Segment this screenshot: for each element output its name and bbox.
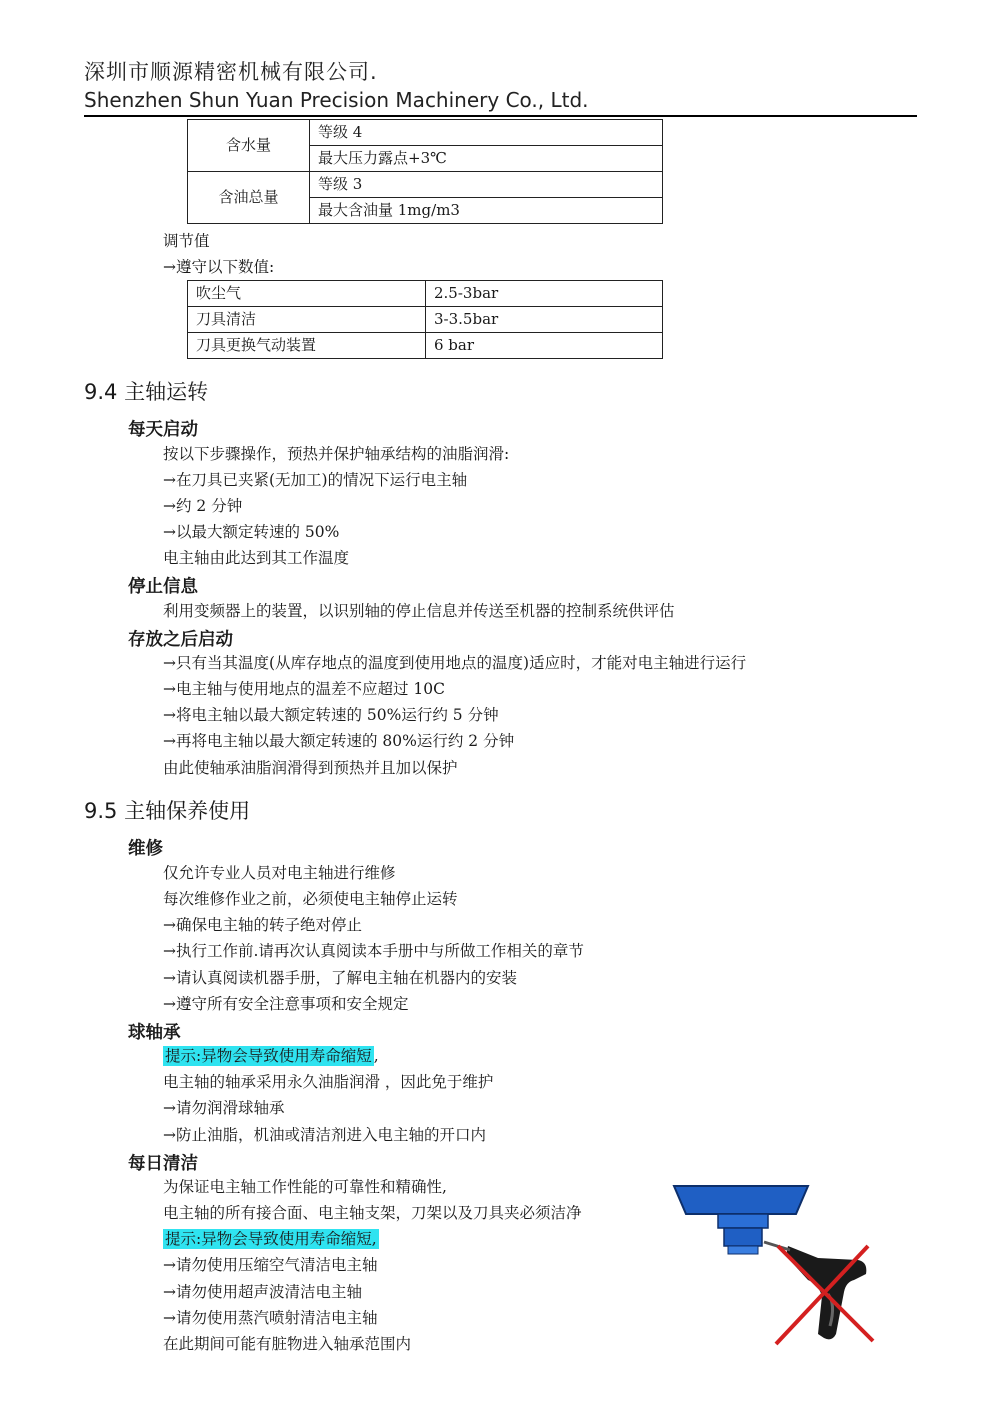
repair-line: 仅允许专业人员对电主轴进行维修 bbox=[163, 864, 396, 882]
table-row bbox=[188, 333, 663, 359]
bearing-line: 电主轴的轴承采用永久油脂润滑 ，因此免于维护 bbox=[163, 1073, 494, 1091]
adjust-title: 调节值 bbox=[163, 232, 210, 250]
section-9-5-title: 9.5 主轴保养使用 bbox=[84, 799, 251, 823]
section-9-4-title: 9.4 主轴运转 bbox=[84, 380, 209, 404]
after-storage-line: →再将电主轴以最大额定转速的 80%运行约 2 分钟 bbox=[163, 732, 515, 750]
header-divider bbox=[84, 115, 917, 117]
table-cell: 最大含油量 1mg/m3 bbox=[310, 198, 663, 224]
after-storage-line: →只有当其温度(从库存地点的温度到使用地点的温度)适应时，才能对电主轴进行运行 bbox=[163, 654, 747, 672]
adjust-intro: →遵守以下数值: bbox=[163, 258, 275, 276]
table-row bbox=[188, 307, 663, 333]
bearing-tip-tail: , bbox=[373, 1047, 379, 1065]
adjust-values-table bbox=[187, 280, 663, 359]
table-row bbox=[188, 172, 663, 198]
daily-clean-line: 为保证电主轴工作性能的可靠性和精确性, bbox=[163, 1178, 447, 1196]
bearing-heading: 球轴承 bbox=[128, 1023, 181, 1043]
daily-clean-line: →请勿使用蒸汽喷射清洁电主轴 bbox=[163, 1309, 378, 1327]
after-storage-line: →将电主轴以最大额定转速的 50%运行约 5 分钟 bbox=[163, 706, 499, 724]
daily-start-line: 按以下步骤操作，预热并保护轴承结构的油脂润滑: bbox=[163, 445, 510, 463]
repair-line: 每次维修作业之前，必须使电主轴停止运转 bbox=[163, 890, 458, 908]
repair-heading: 维修 bbox=[128, 839, 163, 859]
bearing-line: →防止油脂，机油或清洁剂进入电主轴的开口内 bbox=[163, 1126, 486, 1144]
table-cell: 刀具清洁 bbox=[188, 307, 426, 333]
daily-start-heading: 每天启动 bbox=[128, 420, 198, 440]
table-cell: 2.5-3bar bbox=[426, 281, 663, 307]
no-air-gun-icon bbox=[668, 1176, 883, 1351]
after-storage-line: →电主轴与使用地点的温差不应超过 10C bbox=[163, 680, 445, 698]
table-cell: 3-3.5bar bbox=[426, 307, 663, 333]
after-storage-heading: 存放之后启动 bbox=[128, 630, 233, 650]
after-storage-line: 由此使轴承油脂润滑得到预热并且加以保护 bbox=[163, 759, 458, 777]
stop-info-heading: 停止信息 bbox=[128, 577, 198, 597]
bearing-tip-line bbox=[163, 1045, 379, 1067]
table-cell: 含油总量 bbox=[188, 172, 310, 224]
table-cell: 等级 4 bbox=[310, 120, 663, 146]
table-cell: 吹尘气 bbox=[188, 281, 426, 307]
daily-clean-line: 电主轴的所有接合面、电主轴支架，刀架以及刀具夹必须洁净 bbox=[163, 1204, 582, 1222]
daily-clean-tip: 提示:异物会导致使用寿命缩短, bbox=[165, 1230, 377, 1248]
bearing-line: →请勿润滑球轴承 bbox=[163, 1099, 285, 1117]
daily-clean-line: →请勿使用压缩空气清洁电主轴 bbox=[163, 1256, 378, 1274]
daily-start-line: →约 2 分钟 bbox=[163, 497, 243, 515]
daily-clean-tip-line bbox=[163, 1228, 379, 1250]
daily-clean-heading: 每日清洁 bbox=[128, 1154, 198, 1174]
daily-clean-line: 在此期间可能有脏物进入轴承范围内 bbox=[163, 1335, 412, 1353]
daily-start-line: 电主轴由此达到其工作温度 bbox=[163, 549, 350, 567]
repair-line: →遵守所有安全注意事项和安全规定 bbox=[163, 995, 409, 1013]
company-name-en: Shenzhen Shun Yuan Precision Machinery Co., Ltd. bbox=[84, 88, 589, 112]
table-cell: 等级 3 bbox=[310, 172, 663, 198]
stop-info-line: 利用变频器上的装置，以识别轴的停止信息并传送至机器的控制系统供评估 bbox=[163, 602, 675, 620]
table-cell: 6 bar bbox=[426, 333, 663, 359]
repair-line: →确保电主轴的转子绝对停止 bbox=[163, 916, 362, 934]
daily-start-line: →以最大额定转速的 50% bbox=[163, 523, 340, 541]
bearing-tip: 提示:异物会导致使用寿命缩短 bbox=[165, 1047, 372, 1065]
repair-line: →请认真阅读机器手册，了解电主轴在机器内的安装 bbox=[163, 969, 517, 987]
air-quality-table bbox=[187, 119, 663, 224]
table-cell: 最大压力露点+3℃ bbox=[310, 146, 663, 172]
daily-clean-line: →请勿使用超声波清洁电主轴 bbox=[163, 1283, 362, 1301]
table-row bbox=[188, 120, 663, 146]
repair-line: →执行工作前.请再次认真阅读本手册中与所做工作相关的章节 bbox=[163, 942, 584, 960]
table-cell: 含水量 bbox=[188, 120, 310, 172]
table-cell: 刀具更换气动装置 bbox=[188, 333, 426, 359]
company-name-cn: 深圳市顺源精密机械有限公司. bbox=[84, 60, 378, 84]
daily-start-line: →在刀具已夹紧(无加工)的情况下运行电主轴 bbox=[163, 471, 468, 489]
table-row bbox=[188, 281, 663, 307]
